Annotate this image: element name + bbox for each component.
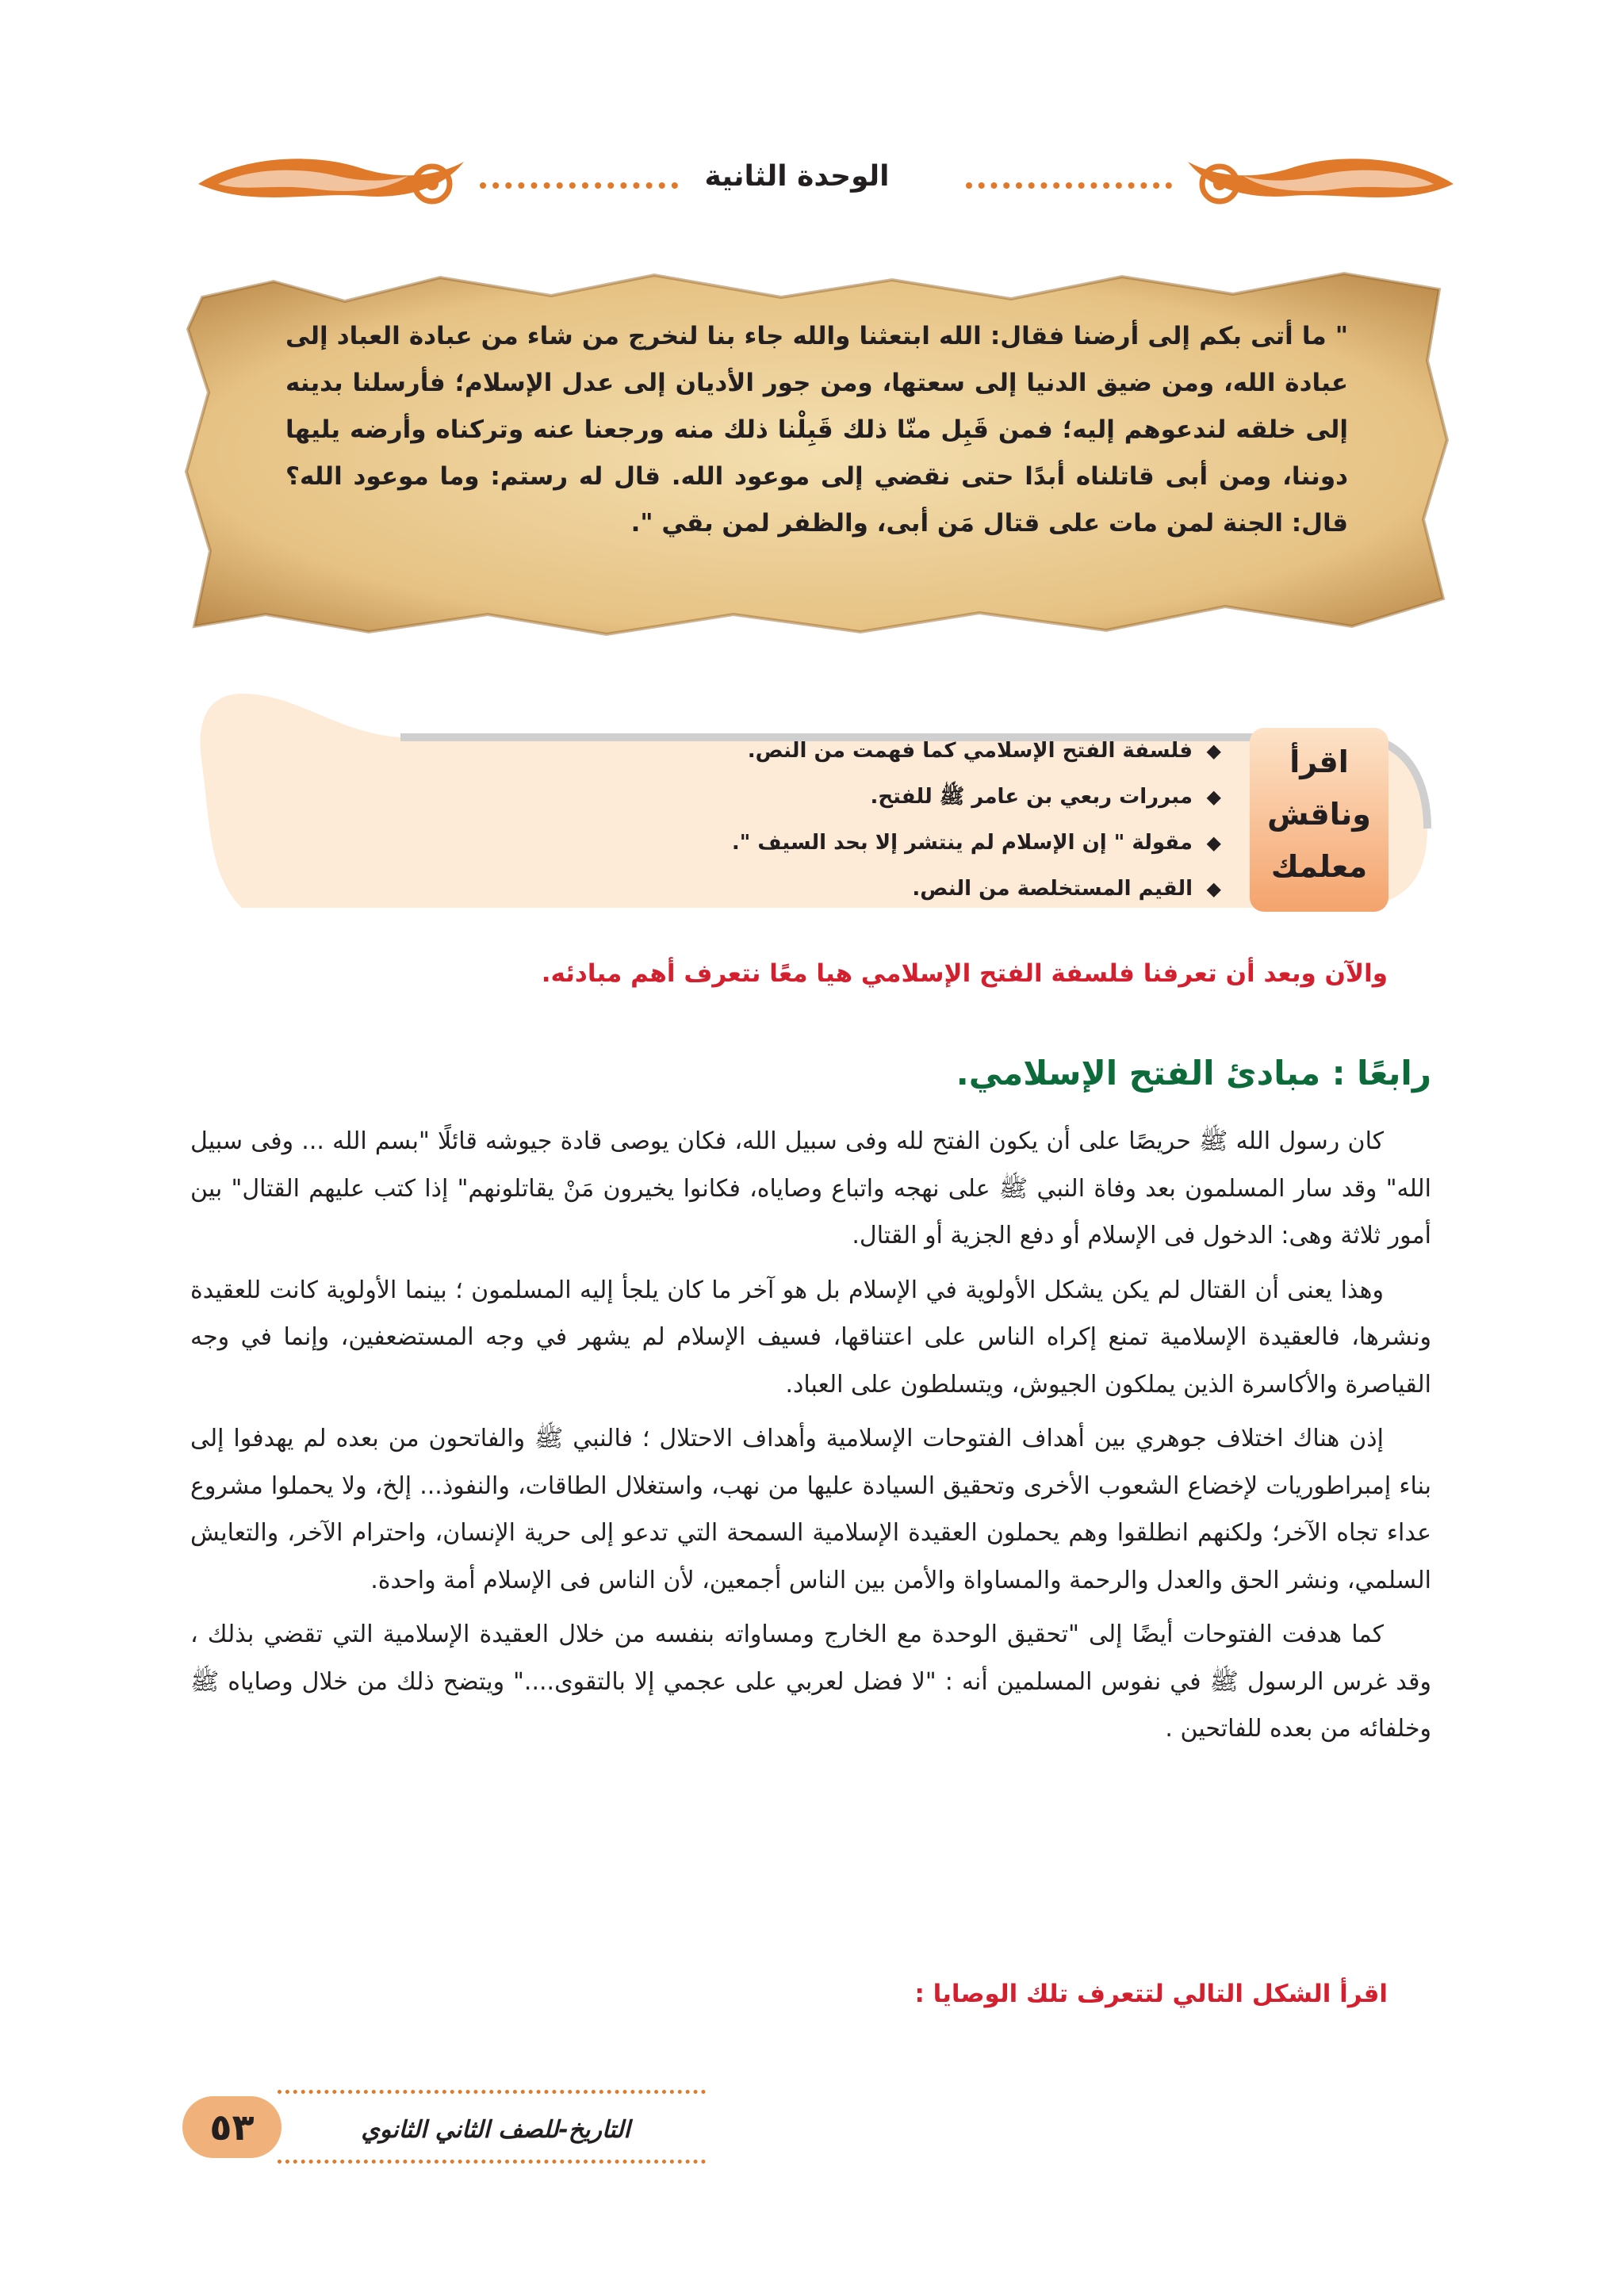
page-footer [174,2087,730,2182]
list-item: ◆مقولة " إن الإسلام لم ينتشر إلا بحد السيف ". [666,820,1221,866]
section-title: رابعًا : مبادئ الفتح الإسلامي. [956,1054,1431,1093]
paragraph: إذن هناك اختلاف جوهري بين أهداف الفتوحات الإسلامية وأهداف الاحتلال ؛ فالنبي ﷺ والفاتحون من بعده لم يهدفوا إلى بناء إمبراطوريات لإخضاع الشعوب الأخرى وتحقيق السيادة عليها من نهب، واستغلال الطاقات، والنفوذ... إلخ، ولا يحملوا مشروع عداء تجاه الآخر؛ ولكنهم انطلقوا وهم يحملون العقيدة الإسلامية السمحة التي تدعو إلى حرية الإنسان، واحترام الآخر، والتعايش السلمي، ونشر الحق والعدل والرحمة والمساواة والأمن بين الناس أجمعين، لأن الناس فى الإسلام أمة واحدة. [190,1425,1431,1594]
instruction-text: اقرأ الشكل التالي لتتعرف تلك الوصايا : [914,1980,1388,2008]
diamond-bullet-icon: ◆ [1206,832,1221,854]
unit-header [0,135,1624,230]
page-number: ٥٣ [182,2096,282,2158]
transition-text: والآن وبعد أن تعرفنا فلسفة الفتح الإسلامي هيا معًا نتعرف أهم مبادئه. [541,959,1388,988]
diamond-bullet-icon: ◆ [1206,740,1221,762]
list-item: ◆مبررات ربعي بن عامر ﷺ للفتح. [666,774,1221,820]
list-item: ◆فلسفة الفتح الإسلامي كما فهمت من النص. [666,728,1221,774]
diamond-bullet-icon: ◆ [1206,878,1221,900]
header-dotted-line [966,182,1172,189]
label-line-discuss: وناقش [1267,797,1371,832]
footer-dotted-line [278,2160,706,2164]
quote-text: " ما أتى بكم إلى أرضنا فقال: الله ابتعثنا والله جاء بنا لنخرج من شاء من عبادة العباد إلى عبادة الله، ومن ضيق الدنيا إلى سعتها، ومن جور الأديان إلى عدل الإسلام؛ فأرسلنا بدينه إلى خلقه لندعوهم إليه؛ فمن قَبِل منّا ذلك قَبِلْنا ذلك منه ورجعنا عنه وتركناه وأرضه يليها دوننا، ومن أبى قاتلناه أبدًا حتى نقضي إلى موعود الله. قال له رستم: وما موعود الله؟ قال: الجنة لمن مات على قتال مَن أبى، والظفر لمن بقي ". [285,322,1348,538]
header-dotted-line [480,182,678,189]
decorative-ornament-icon [1172,152,1457,216]
paragraph: كما هدفت الفتوحات أيضًا إلى "تحقيق الوحدة مع الخارج ومساواته بنفسه من خلال العقيدة الإسلامية التي تقضي بذلك ، وقد غرس الرسول ﷺ في نفوس المسلمين أنه : "لا فضل لعربي على عجمي إلا بالتقوى...." ويتضح ذلك من خلال وصاياه ﷺ وخلفائه من بعده للفاتحين . [190,1621,1431,1743]
footer-dotted-line [278,2090,706,2094]
read-discuss-label [1250,728,1388,912]
discuss-list [666,728,1221,912]
paragraph: كان رسول الله ﷺ حريصًا على أن يكون الفتح لله وفى سبيل الله، فكان يوصى قادة جيوشه قائلًا "بسم الله ... وفى سبيل الله" وقد سار المسلمون بعد وفاة النبي ﷺ على نهجه واتباع وصاياه، فكانوا يخيرون مَنْ يقاتلونهم" إذا كتب عليهم القتال" بين أمور ثلاثة وهى: الدخول فى الإسلام أو دفع الجزية أو القتال. [190,1127,1431,1249]
label-line-teacher: معلمك [1270,849,1368,884]
decorative-ornament-icon [194,152,480,216]
section-body [190,1118,1431,1760]
paragraph: وهذا يعنى أن القتال لم يكن يشكل الأولوية في الإسلام بل هو آخر ما كان يلجأ إليه المسلمون ؛ بينما الأولوية كانت للعقيدة ونشرها، فالعقيدة الإسلامية تمنع إكراه الناس على اعتناقها، فسيف الإسلام لم يشهر في وجه المستضعفين، وإنما في وجه القياصرة والأكاسرة الذين يملكون الجيوش، ويتسلطون على العباد. [190,1276,1431,1399]
diamond-bullet-icon: ◆ [1206,786,1221,808]
unit-title: الوحدة الثانية [704,160,890,193]
list-item: ◆القيم المستخلصة من النص. [666,866,1221,912]
book-title: التاريخ-للصف الثاني الثانوي [361,2116,630,2144]
label-line-read: اقرأ [1289,744,1349,779]
